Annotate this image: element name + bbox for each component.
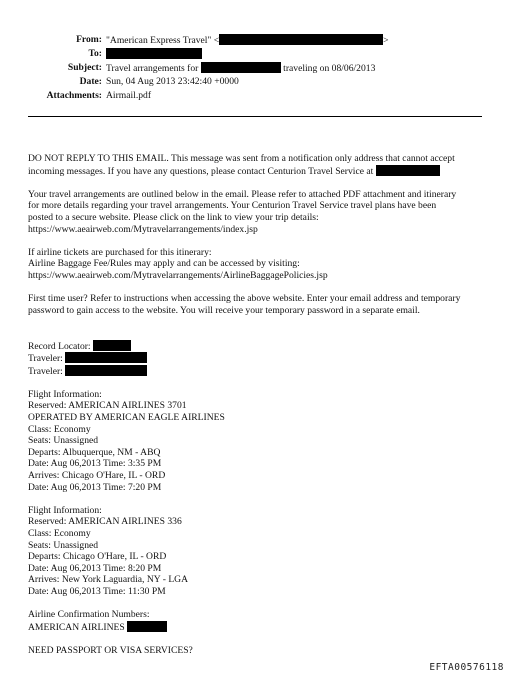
flight-line: Seats: Unassigned bbox=[28, 435, 99, 447]
confirmation-heading: Airline Confirmation Numbers: bbox=[28, 609, 150, 621]
flight-line: Reserved: AMERICAN AIRLINES 336 bbox=[28, 516, 182, 528]
from-value: "American Express Travel" < > bbox=[106, 35, 389, 46]
flight-line: Class: Economy bbox=[28, 423, 91, 435]
flight-line: Flight Information: bbox=[28, 388, 102, 400]
passport-line: NEED PASSPORT OR VISA SERVICES? bbox=[28, 644, 193, 656]
header-date-row bbox=[0, 76, 512, 88]
flight-line: Flight Information: bbox=[28, 504, 102, 516]
subject-value: Travel arrangements for traveling on 08/06/2013 bbox=[106, 63, 376, 74]
subject-label: Subject: bbox=[67, 62, 102, 73]
redaction-block bbox=[65, 352, 147, 363]
from-label: From: bbox=[76, 34, 102, 45]
redaction-block bbox=[65, 365, 147, 376]
redaction-block bbox=[376, 165, 440, 176]
redaction-block bbox=[106, 48, 202, 59]
flight-line: Departs: Albuquerque, NM - ABQ bbox=[28, 446, 161, 458]
to-label: To: bbox=[88, 48, 102, 59]
header-attachments-row bbox=[0, 90, 512, 102]
baggage-policies-link[interactable]: https://www.aeairweb.com/Mytravelarrangements/AirlineBaggagePolicies.jsp bbox=[28, 269, 328, 281]
redaction-block bbox=[127, 621, 167, 632]
attachment-link[interactable]: Airmail.pdf bbox=[106, 90, 152, 101]
header-to-row bbox=[0, 48, 512, 60]
flight-line: Arrives: New York Laguardia, NY - LGA bbox=[28, 574, 189, 586]
body-line: First time user? Refer to instructions when accessing the above website. Enter your email address and temporary bbox=[28, 293, 461, 305]
header-divider bbox=[28, 116, 482, 117]
traveler-line: Traveler: bbox=[28, 365, 496, 378]
flight-line: OPERATED BY AMERICAN EAGLE AIRLINES bbox=[28, 412, 225, 424]
email-body bbox=[28, 153, 496, 657]
flight-line: Arrives: Chicago O'Hare, IL - ORD bbox=[28, 470, 166, 482]
body-line: for more details regarding your travel arrangements. Your Centurion Travel Service travel plans have been bbox=[28, 200, 437, 212]
body-line: If airline tickets are purchased for this itinerary: bbox=[28, 246, 212, 258]
date-label: Date: bbox=[79, 76, 102, 87]
flight-line: Reserved: AMERICAN AIRLINES 3701 bbox=[28, 400, 187, 412]
body-line: DO NOT REPLY TO THIS EMAIL. This message was sent from a notification only address that cannot accept bbox=[28, 153, 455, 164]
flight-line: Date: Aug 06,2013 Time: 7:20 PM bbox=[28, 481, 162, 493]
trip-details-link[interactable]: https://www.aeairweb.com/Mytravelarrangements/index.jsp bbox=[28, 223, 258, 235]
redaction-block bbox=[93, 340, 131, 351]
flight-line: Class: Economy bbox=[28, 528, 91, 539]
flight-line: Date: Aug 06,2013 Time: 8:20 PM bbox=[28, 562, 162, 574]
flight-line: Departs: Chicago O'Hare, IL - ORD bbox=[28, 551, 167, 563]
traveler-line: Traveler: bbox=[28, 352, 496, 365]
to-value bbox=[106, 48, 202, 61]
body-line: Airline Baggage Fee/Rules may apply and can be accessed by visiting: bbox=[28, 258, 300, 270]
header-subject-row bbox=[0, 62, 512, 74]
redaction-block bbox=[219, 34, 383, 45]
flight-line: Seats: Unassigned bbox=[28, 539, 99, 551]
body-line: posted to a secure website. Please click on the link to view your trip details: bbox=[28, 211, 319, 223]
date-value: Sun, 04 Aug 2013 23:42:40 +0000 bbox=[106, 76, 239, 87]
document-id: EFTA00576118 bbox=[429, 662, 504, 673]
attachments-label: Attachments: bbox=[46, 90, 102, 101]
body-line: password to gain access to the website. You will receive your temporary password in a separate email. bbox=[28, 304, 420, 316]
flight-line: Date: Aug 06,2013 Time: 3:35 PM bbox=[28, 458, 162, 470]
confirmation-line: AMERICAN AIRLINES bbox=[28, 621, 496, 634]
redaction-block bbox=[201, 62, 281, 73]
header-from-row bbox=[0, 34, 512, 46]
flight-line: Date: Aug 06,2013 Time: 11:30 PM bbox=[28, 585, 166, 597]
record-locator-line: Record Locator: bbox=[28, 340, 496, 353]
body-line: incoming messages. If you have any questions, please contact Centurion Travel Service at bbox=[28, 165, 496, 178]
body-line: Your travel arrangements are outlined below in the email. Please refer to attached PDF attachment and itinerary bbox=[28, 188, 457, 200]
